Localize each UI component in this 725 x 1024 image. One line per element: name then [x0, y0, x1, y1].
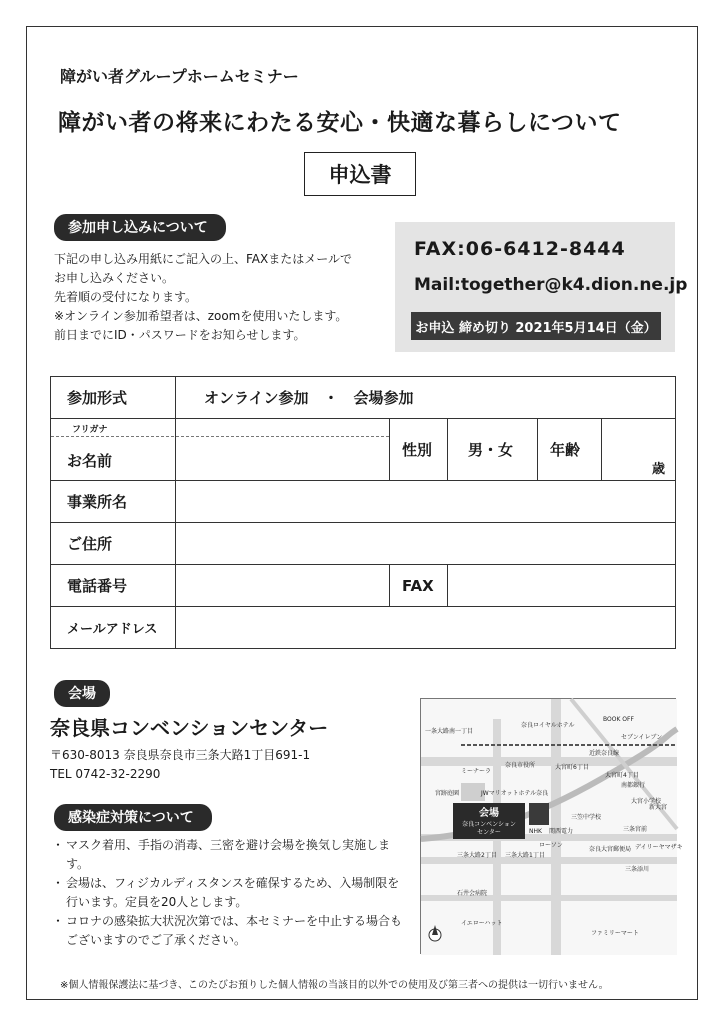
map-label: 南都銀行 — [621, 782, 646, 789]
venue-heading: 会場 — [54, 680, 110, 707]
map-label: 三条大路1丁目 — [505, 852, 545, 859]
map-label: ファミリーマート — [591, 930, 639, 937]
age-unit: 歳 — [652, 462, 666, 477]
deadline-banner: お申込 締め切り 2021年5月14日（金） — [411, 312, 661, 340]
gender-options[interactable]: 男・女 — [448, 419, 538, 481]
application-heading: 参加申し込みについて — [54, 214, 226, 241]
map-venue-label: 会場 — [479, 808, 499, 819]
map-venue-sub1: 奈良コンベンション — [462, 821, 516, 828]
page-title: 障がい者の将来にわたる安心・快適な暮らしについて — [58, 110, 622, 136]
map-label: 近鉄奈良線 — [589, 750, 620, 757]
seminar-subtitle: 障がい者グループホームセミナー — [60, 67, 299, 86]
participation-label: 参加形式 — [51, 377, 176, 419]
infection-list — [52, 836, 404, 950]
map-label: 大宮町4丁目 — [605, 772, 639, 779]
map-label: 三条大路2丁目 — [457, 852, 497, 859]
form-label: 申込書 — [304, 152, 416, 196]
office-label: 事業所名 — [51, 481, 176, 523]
map-label: 三笠中学校 — [571, 814, 602, 821]
map-graphic — [421, 699, 683, 955]
mail-address[interactable]: Mail:together@k4.dion.ne.jp — [414, 275, 688, 295]
map-label: 三条宮前 — [623, 826, 648, 833]
furigana-label: フリガナ — [72, 425, 108, 435]
map-label: NHK — [529, 828, 542, 835]
address-field[interactable] — [176, 523, 676, 565]
participation-options[interactable]: オンライン参加 ・ 会場参加 — [176, 377, 676, 419]
infection-heading: 感染症対策について — [54, 804, 212, 831]
gender-label: 性別 — [390, 419, 448, 481]
map-label: 三条添川 — [625, 866, 650, 873]
phone-label: 電話番号 — [51, 565, 176, 607]
email-label: メールアドレス — [51, 607, 176, 649]
map-label: 関西電力 — [549, 828, 574, 835]
map-label: 奈良ロイヤルホテル — [521, 722, 575, 729]
map-label: 一条大路南一丁目 — [425, 728, 474, 735]
map-label: デイリーヤマザキ — [635, 844, 683, 851]
age-label: 年齢 — [538, 419, 602, 481]
map-label: 石井会病院 — [457, 890, 488, 897]
name-label: お名前 — [51, 419, 176, 481]
application-info — [54, 250, 352, 345]
fax-number: FAX:06-6412-8444 — [414, 238, 626, 260]
fax-label: FAX — [390, 565, 448, 607]
venue-name: 奈良県コンベンションセンター — [50, 716, 329, 740]
venue-address: 〒630-8013 奈良県奈良市三条大路1丁目691-1 — [50, 748, 311, 762]
venue-map — [420, 698, 683, 954]
map-venue-sub2: センター — [477, 829, 501, 836]
info-line: ※オンライン参加希望者は、zoomを使用いたします。 — [54, 309, 348, 323]
furigana-divider — [51, 436, 389, 437]
info-line: 下記の申し込み用紙にご記入の上、FAXまたはメールで — [54, 252, 352, 266]
name-field[interactable] — [176, 419, 390, 481]
list-item: ・ コロナの感染拡大状況次第では、本セミナーを中止する場合もございますのでご了承ください。 — [52, 914, 403, 947]
map-label: 新大宮 — [649, 804, 668, 811]
fax-field[interactable] — [448, 565, 676, 607]
map-label: 奈良大宮郵便局 — [589, 846, 632, 853]
map-label: BOOK OFF — [603, 716, 634, 723]
email-field[interactable] — [176, 607, 676, 649]
map-label: ローソン — [539, 842, 563, 849]
map-label: ミーナーラ — [461, 768, 492, 775]
office-field[interactable] — [176, 481, 676, 523]
address-label: ご住所 — [51, 523, 176, 565]
phone-field[interactable] — [176, 565, 390, 607]
map-label: セブンイレブン — [621, 734, 663, 741]
info-line: 前日までにID・パスワードをお知らせします。 — [54, 328, 306, 342]
map-label: 大宮小学校 — [631, 798, 662, 805]
map-label: 奈良市役所 — [505, 762, 536, 769]
privacy-note: ※個人情報保護法に基づき、このたびお預りした個人情報の当該目的以外での使用及び第三者への提供は一切行いません。 — [60, 980, 609, 991]
venue-tel: TEL 0742-32-2290 — [50, 767, 161, 781]
map-label: JWマリオットホテル奈良 — [481, 790, 549, 797]
application-form — [50, 376, 676, 649]
list-item: ・ マスク着用、手指の消毒、三密を避け会場を換気し実施します。 — [52, 838, 391, 871]
map-label: イエローハット — [461, 920, 503, 927]
info-line: お申し込みください。 — [54, 271, 175, 285]
map-label: 大宮町6丁目 — [555, 764, 589, 771]
list-item: ・ 会場は、フィジカルディスタンスを確保するため、入場制限を行います。定員を20人とします。 — [52, 876, 400, 909]
info-line: 先着順の受付になります。 — [54, 290, 198, 304]
map-label: 宮跡庭園 — [435, 790, 460, 797]
